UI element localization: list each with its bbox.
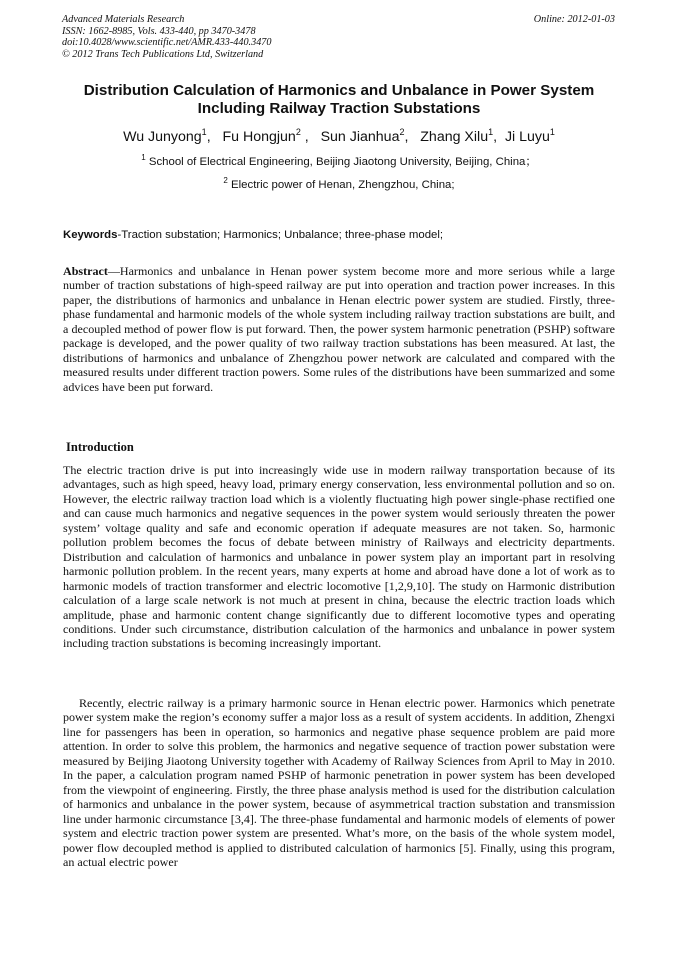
author-name: Wu Junyong: [123, 129, 202, 145]
author-list: [40, 128, 638, 146]
abstract: [63, 264, 615, 394]
keywords: [63, 228, 615, 242]
abstract-text: —Harmonics and unbalance in Henan power system become more and more serious while a large number of traction substations of high-speed railway are put into operation and traction power increases. In this paper, the distributions of harmonics and unbalance in Henan electric power system are studied. Firstly, three-phase fundamental and harmonic models of the whole system including railway traction substations are built, and a decoupled method of power flow is put forward. Then, the power system harmonic penetration (PSHP) software package is developed, and the power quality of two railway traction substations has been measured. At last, the distributions of harmonics and unbalance of Zhengzhou power network are calculated and compared with the measured results under different traction powers. Some rules of the distributions have been summarized and some advices have been put forward.: [63, 264, 615, 394]
affiliation-mark: 1: [141, 153, 146, 162]
author-separator: ,: [206, 129, 219, 145]
author-affiliation-mark: 1: [488, 127, 494, 137]
paper-title: [40, 82, 638, 118]
paper-title-line-1: Distribution Calculation of Harmonics and Unbalance in Power System: [83, 82, 595, 99]
journal-name: Advanced Materials Research: [62, 14, 185, 25]
author-separator: ,: [300, 129, 317, 145]
keywords-label: Keywords: [63, 229, 118, 241]
affiliation-mark: 2: [223, 176, 228, 185]
keywords-text: -Traction substation; Harmonics; Unbalance; three-phase model;: [117, 229, 444, 241]
abstract-label: Abstract: [63, 264, 108, 278]
journal-doi[interactable]: doi:10.4028/www.scientific.net/AMR.433-440.3470: [62, 37, 272, 49]
affiliation-1: [40, 155, 638, 169]
author-affiliation-mark: 1: [549, 127, 555, 137]
journal-info: [62, 14, 271, 60]
affiliation-text: School of Electrical Engineering, Beijing Jiaotong University, Beijing, China；: [145, 156, 537, 168]
author-affiliation-mark: 2: [399, 127, 405, 137]
author-name: Ji Luyu: [504, 129, 550, 145]
author-affiliation-mark: 2: [295, 127, 301, 137]
author-name: Fu Hongjun: [222, 129, 296, 145]
author-separator: ,: [493, 129, 501, 145]
author-affiliation-mark: 1: [201, 127, 207, 137]
paper-title-line-2: Including Railway Traction Substations: [197, 100, 481, 117]
journal-copyright: © 2012 Trans Tech Publications Ltd, Switzerland: [62, 48, 264, 60]
online-date: Online: 2012-01-03: [533, 14, 615, 25]
author-separator: ,: [404, 129, 417, 145]
affiliation-text: Electric power of Henan, Zhengzhou, China;: [227, 179, 455, 191]
author-name: Sun Jianhua: [320, 129, 400, 145]
section-heading-introduction: Introduction: [66, 440, 134, 454]
introduction-paragraph-1: The electric traction drive is put into increasingly wide use in modern railway transportation because of its advantages, such as high speed, heavy load, primary energy conservation, less environmental pollution and so on. However, the electric railway traction load which is a violently fluctuating high power single-phase rectified one and can cause much harmonics and negative sequences in the power system would seriously threaten the power system’ voltage quality and safe and economic operation if adequate measures are not taken. So, harmonic pollution problem becomes the focus of debate between ministry of Railways and electricity departments. Distribution and calculation of harmonics and unbalance in power system play an important part in resolving harmonic pollution problem. In the recent years, many experts at home and abroad have done a lot of work as to harmonic models of traction transformer and electric locomotive [1,2,9,10]. The study on Harmonic distribution calculation of a large scale network is not much at present in china, because the electric traction loads which amplitude, phase and harmonic content change significantly due to different locomotive types and operating conditions. Under such circumstance, distribution calculation of the harmonics and unbalance in power system including traction substations is becoming increasingly important.: [63, 463, 615, 651]
author-name: Zhang Xilu: [420, 129, 489, 145]
affiliation-2: [40, 178, 638, 192]
introduction-paragraph-2: Recently, electric railway is a primary harmonic source in Henan electric power. Harmonics which penetrate power system make the region’s economy suffer a major loss as a result of system accidents. In addition, Zhengxi line for passengers has been in operation, so harmonics and negative phase sequence problem are paid more attention. In order to solve this problem, the harmonics and negative sequence of traction power substation were measured by Beijing Jiaotong University together with Academy of Railway Sciences from April to May in 2010. In the paper, a calculation program named PSHP of harmonic penetration in power system has been developed from the viewpoint of engineering. Firstly, the three phase analysis method is used for the distribution calculation of harmonics and unbalance in the power system, because of asymmetrical traction substation and transmission line under harmonic circumstance [3,4]. The three-phase fundamental and harmonic models of elements of power system and electric traction power system are presented. What’s more, on the basis of the whole system model, power flow decoupled method is applied to distributed calculation of harmonics [5]. Finally, using this program, an actual electric power: [63, 696, 615, 869]
journal-issn: ISSN: 1662-8985, Vols. 433-440, pp 3470-3478: [62, 25, 256, 37]
